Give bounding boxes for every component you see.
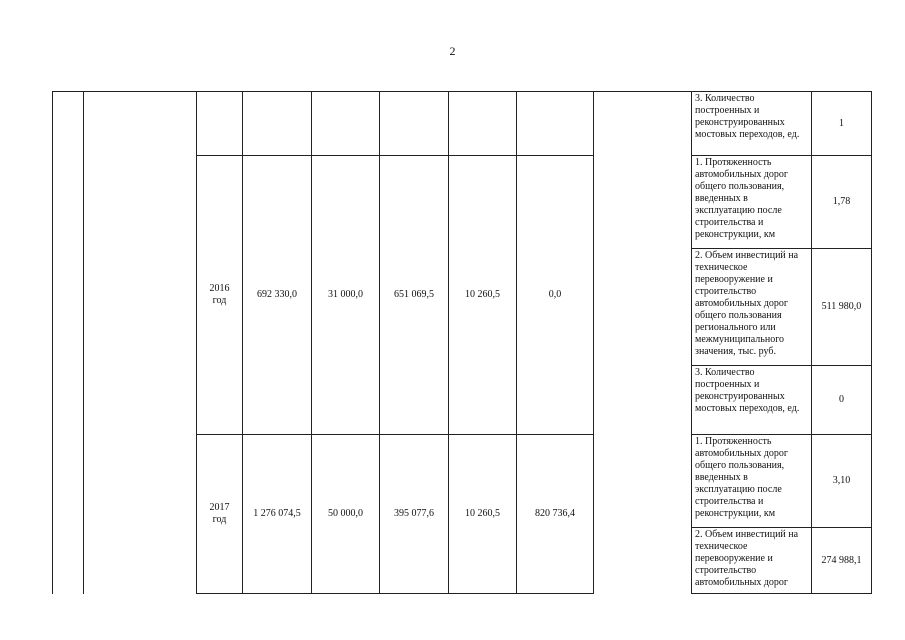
indicator-name: 2. Объем инвестиций на техническое перевооружение и строительство автомобильных дорог <box>692 528 812 594</box>
cell-local-prev <box>449 92 517 156</box>
cell-total-2017: 1 276 074,5 <box>243 435 312 594</box>
cell-local-2016: 10 260,5 <box>449 156 517 435</box>
year-label: 2016 <box>209 283 230 294</box>
indicator-value: 274 988,1 <box>812 528 872 594</box>
table-row <box>53 92 872 156</box>
cell-other-2016: 0,0 <box>517 156 594 435</box>
cell-total-2016: 692 330,0 <box>243 156 312 435</box>
cell-federal-2016: 31 000,0 <box>312 156 380 435</box>
indicator-name: 1. Протяженность автомобильных дорог общего пользования, введенных в эксплуатацию после строительства и реконструкции, км <box>692 156 812 249</box>
indicator-name: 3. Количество построенных и реконструированных мостовых переходов, ед. <box>692 366 812 435</box>
indicator-value: 1,78 <box>812 156 872 249</box>
cell-executor <box>594 92 692 594</box>
indicator-value: 1 <box>812 92 872 156</box>
cell-regional-2016: 651 069,5 <box>380 156 449 435</box>
indicator-name: 3. Количество построенных и реконструированных мостовых переходов, ед. <box>692 92 812 156</box>
year-unit: год <box>212 295 227 306</box>
cell-local-2017: 10 260,5 <box>449 435 517 594</box>
indicator-value: 511 980,0 <box>812 249 872 366</box>
cell-measure-name <box>84 92 197 594</box>
cell-other-2017: 820 736,4 <box>517 435 594 594</box>
page-number: 2 <box>449 44 456 58</box>
cell-federal-2017: 50 000,0 <box>312 435 380 594</box>
cell-federal-prev <box>312 92 380 156</box>
cell-year-2016 <box>197 156 243 435</box>
indicator-value: 0 <box>812 366 872 435</box>
program-funding-table <box>52 91 872 594</box>
cell-regional-2017: 395 077,6 <box>380 435 449 594</box>
year-unit: год <box>212 514 227 525</box>
cell-number <box>53 92 84 594</box>
cell-regional-prev <box>380 92 449 156</box>
year-label: 2017 <box>209 502 230 513</box>
cell-other-prev <box>517 92 594 156</box>
indicator-name: 1. Протяженность автомобильных дорог общего пользования, введенных в эксплуатацию после строительства и реконструкции, км <box>692 435 812 528</box>
cell-year-2017 <box>197 435 243 594</box>
indicator-value: 3,10 <box>812 435 872 528</box>
cell-total-prev <box>243 92 312 156</box>
cell-year-prev <box>197 92 243 156</box>
indicator-name: 2. Объем инвестиций на техническое перевооружение и строительство автомобильных дорог общего пользования регионального или межмуниципального значения, тыс. руб. <box>692 249 812 366</box>
